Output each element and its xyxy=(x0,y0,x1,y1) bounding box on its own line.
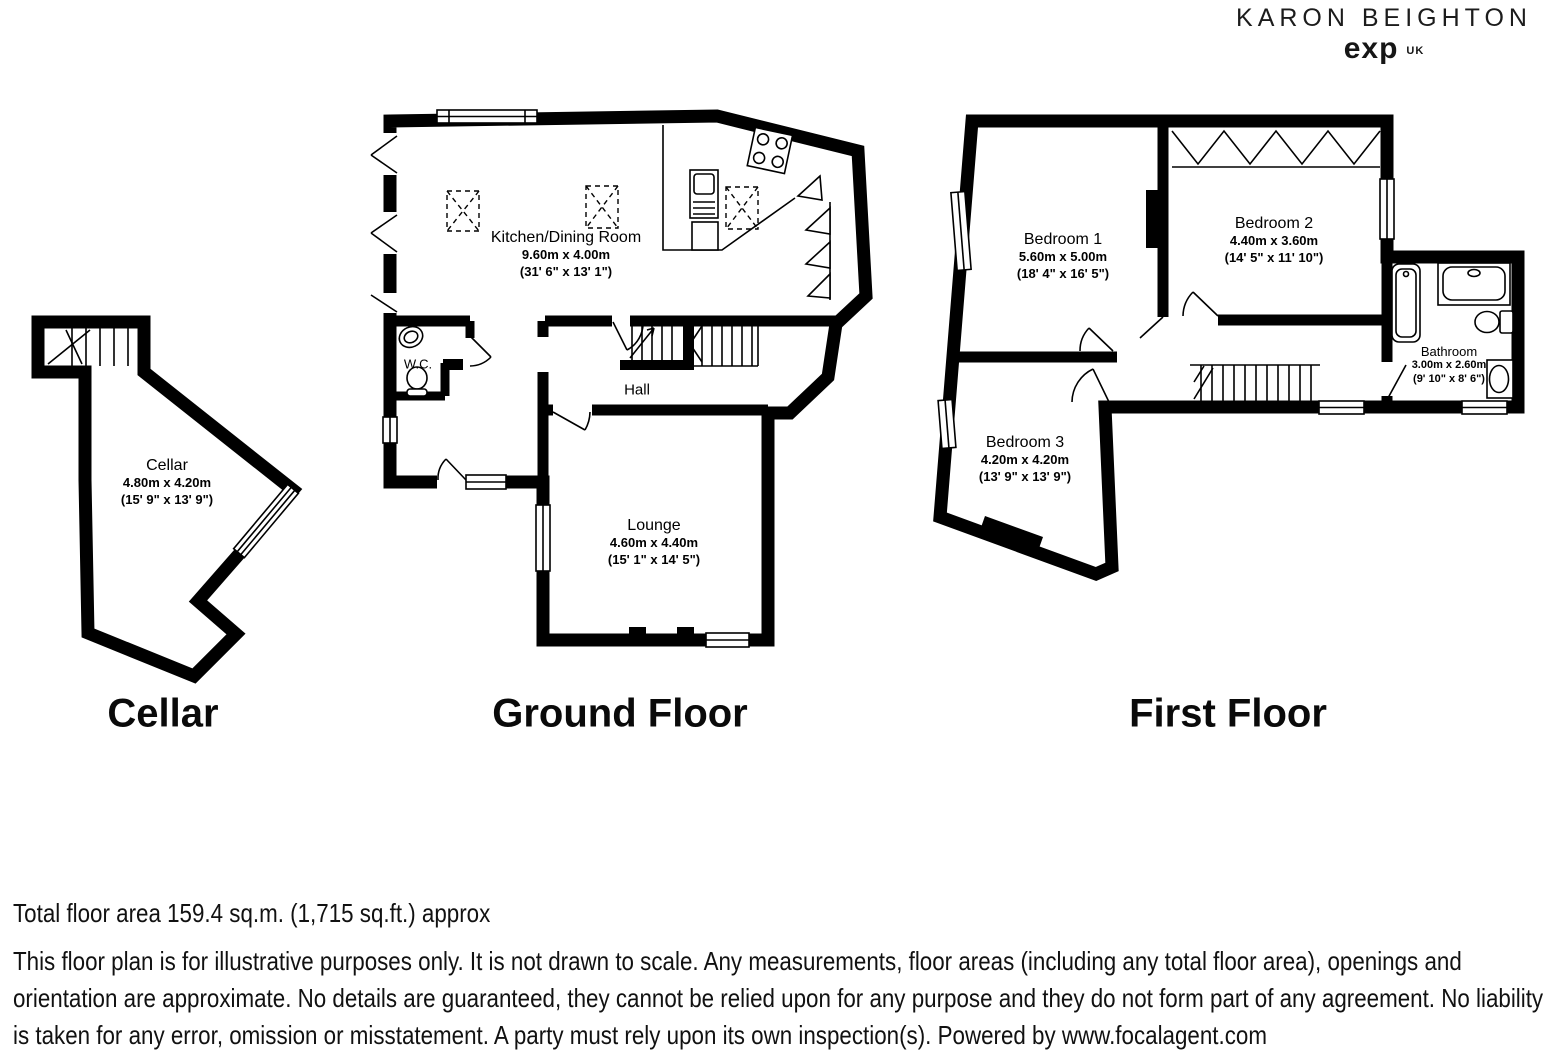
room-name: W.C. xyxy=(403,356,433,372)
floor-title-first-floor: First Floor xyxy=(1129,691,1327,736)
room-name: Lounge xyxy=(627,517,681,534)
room-label-bedroom1 xyxy=(1017,230,1109,282)
bedroom3-window-icon xyxy=(938,400,956,449)
room-dims-metric: 4.60m x 4.40m xyxy=(609,535,699,550)
room-dims-imperial: (9' 10" x 8' 6") xyxy=(1413,372,1485,385)
disclaimer-text: This floor plan is for illustrative purposes only. It is not drawn to scale. Any measurements, floor areas (including any total floor area), openings and orientation are approximate. No details are guaranteed, they cannot be relied upon for any purpose and they do not form part of any agreement. No liability is taken for any error, omission or misstatement. A party must rely upon its own inspection(s). Powered by www.focalagent.com xyxy=(13,946,1544,1050)
room-label-cellar xyxy=(121,456,213,508)
wc-wall-step xyxy=(443,359,463,370)
room-name: Bedroom 2 xyxy=(1234,215,1314,232)
room-name: Bathroom xyxy=(1420,344,1478,359)
bedroom1-chimney xyxy=(1146,190,1168,248)
lounge-chimney-stub xyxy=(629,627,646,640)
room-dims-imperial: (18' 4" x 16' 5") xyxy=(1016,265,1110,281)
stove-icon xyxy=(747,127,792,173)
room-label-lounge xyxy=(608,516,700,568)
kitchen-sink-icon xyxy=(690,170,718,250)
floor-title-ground-floor: Ground Floor xyxy=(492,691,748,736)
entrance-window-icon xyxy=(383,417,397,443)
room-label-bathroom xyxy=(1412,344,1487,386)
room-label-wc xyxy=(404,355,432,374)
room-dims-imperial: (15' 1" x 14' 5") xyxy=(607,551,701,567)
exp-uk-label: UK xyxy=(1406,45,1425,57)
room-name: Kitchen/Dining Room xyxy=(490,229,642,246)
room-name: Hall xyxy=(624,381,650,399)
room-dims-metric: 5.60m x 5.00m xyxy=(1018,249,1108,264)
bathroom-window-icon xyxy=(1462,401,1507,414)
room-name: Bedroom 1 xyxy=(1023,231,1103,248)
room-dims-metric: 4.80m x 4.20m xyxy=(122,475,212,490)
room-label-kitchen xyxy=(491,228,641,280)
room-dims-imperial: (15' 9" x 13' 9") xyxy=(120,491,214,507)
kitchen-window-icon xyxy=(437,110,537,123)
total-floor-area: Total floor area 159.4 sq.m. (1,715 sq.ft.) approx xyxy=(13,898,491,928)
shower-icon xyxy=(1438,263,1510,305)
exp-wordmark: exp xyxy=(1343,32,1399,65)
bathtub-icon xyxy=(1392,264,1420,342)
room-dims-metric: 4.40m x 3.60m xyxy=(1229,233,1319,248)
bedroom2-window-icon xyxy=(1380,179,1394,239)
entrance-front-window-icon xyxy=(466,475,506,489)
room-label-bedroom3 xyxy=(979,433,1071,485)
room-name: Cellar xyxy=(146,457,188,474)
room-name: Bedroom 3 xyxy=(985,434,1065,451)
room-dims-imperial: (13' 9" x 13' 9") xyxy=(978,468,1072,484)
lounge-side-window-icon xyxy=(536,505,550,571)
lounge-bottom-window-icon xyxy=(706,633,749,647)
lounge-chimney-stub xyxy=(677,627,694,640)
room-dims-metric: 4.20m x 4.20m xyxy=(980,452,1070,467)
floor-title-cellar: Cellar xyxy=(107,691,219,736)
room-label-hall xyxy=(624,381,650,400)
room-dims-metric: 9.60m x 4.00m xyxy=(521,247,611,262)
room-label-bedroom2 xyxy=(1225,214,1324,266)
agent-name: KARON BEIGHTON xyxy=(1236,4,1532,32)
toilet-icon xyxy=(1475,311,1513,333)
bathroom-sink-icon xyxy=(1487,360,1513,398)
room-dims-imperial: (31' 6" x 13' 1") xyxy=(519,263,613,279)
room-dims-imperial: (14' 5" x 11' 10") xyxy=(1224,249,1324,265)
room-dims-metric: 3.00m x 2.60m xyxy=(1411,359,1487,371)
landing-window-icon xyxy=(1319,401,1364,414)
